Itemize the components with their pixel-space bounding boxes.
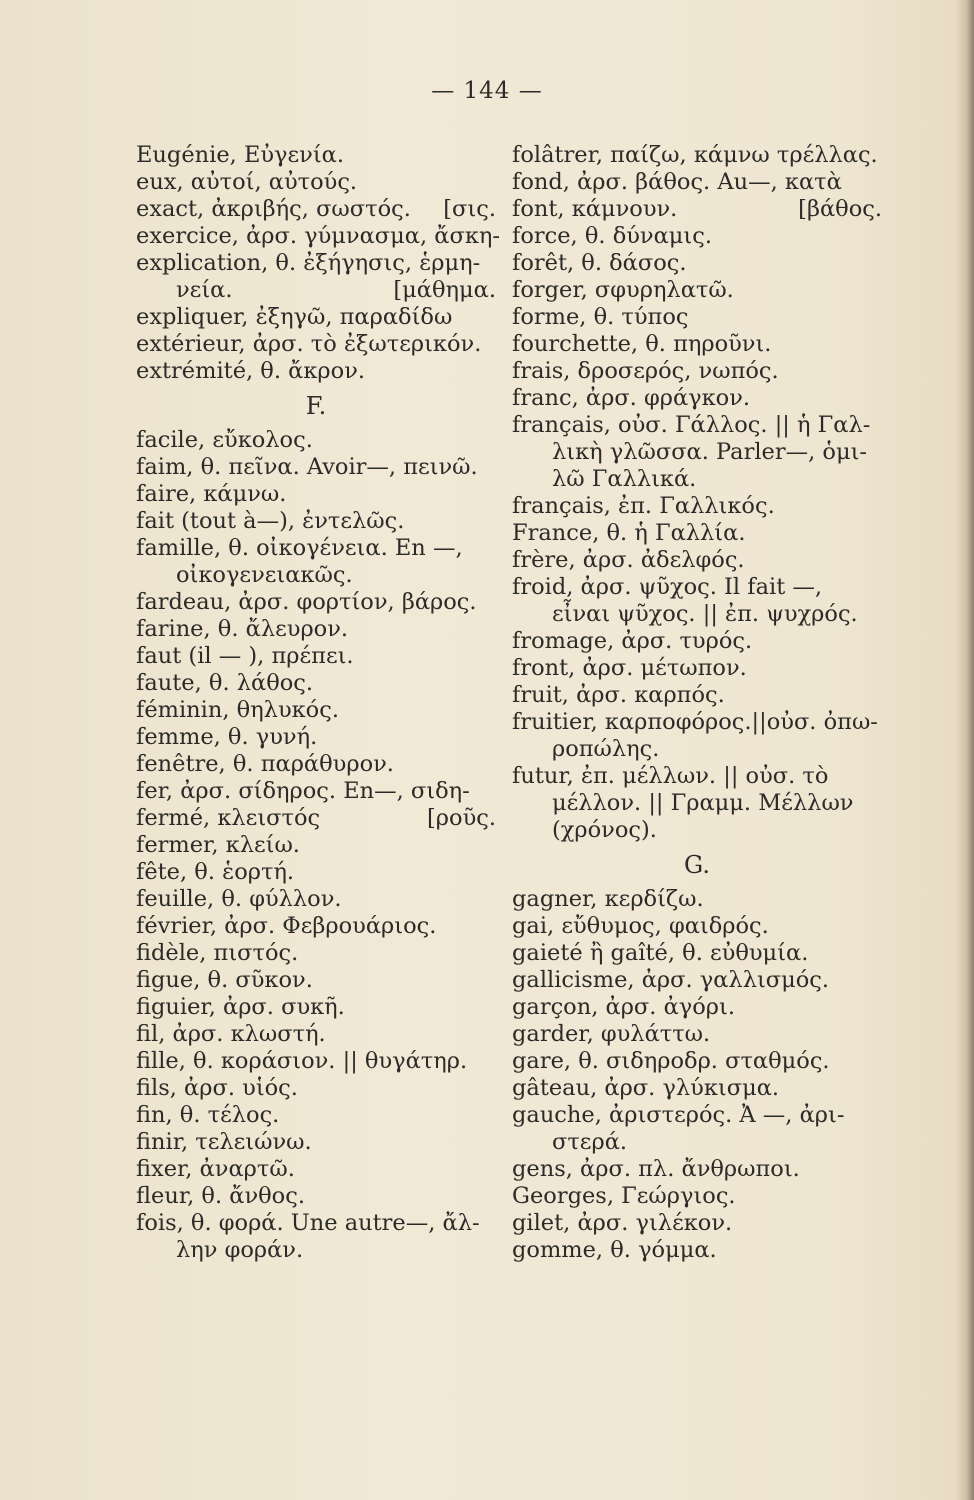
entry-text: font, κάμνουν. — [512, 196, 678, 222]
entry-text: στερά. — [552, 1129, 628, 1155]
entry-text: exact, ἀκριβής, σωστός. — [136, 196, 411, 222]
entry-text: figue, θ. σῦκον. — [136, 967, 313, 993]
dictionary-entry-line — [136, 859, 496, 886]
dictionary-entry-line — [512, 628, 882, 655]
entry-text: G. — [684, 851, 710, 879]
section-letter — [136, 385, 496, 427]
entry-continuation: [σις. — [443, 196, 496, 222]
entry-continuation: [βάθος. — [798, 196, 882, 222]
entry-text: eux, αὐτοί, αὐτούς. — [136, 169, 358, 195]
dictionary-entry-line — [136, 1075, 496, 1102]
entry-text: février, ἀρσ. Φεβρουάριος. — [136, 913, 437, 939]
entry-text: frais, δροσερός, νωπός. — [512, 358, 779, 384]
dictionary-entry-line — [512, 547, 882, 574]
dictionary-entry-line — [512, 385, 882, 412]
dictionary-entry-line — [512, 1021, 882, 1048]
entry-text: forêt, θ. δάσος. — [512, 250, 687, 276]
dictionary-entry-line — [136, 1129, 496, 1156]
entry-text: faire, κάμνω. — [136, 481, 287, 507]
entry-text: fond, ἀρσ. βάθος. Au—, κατὰ — [512, 169, 842, 195]
entry-continuation: [μάθημα. — [393, 277, 496, 303]
dictionary-entry-line — [136, 454, 496, 481]
dictionary-entry-line — [512, 1156, 882, 1183]
dictionary-entry-line — [512, 790, 882, 817]
dictionary-entry-line — [136, 643, 496, 670]
dictionary-entry-line — [512, 466, 882, 493]
entry-text: F. — [305, 392, 327, 420]
right-column — [512, 142, 882, 1264]
entry-text: fardeau, ἀρσ. φορτίον, βάρος. — [136, 589, 477, 615]
dictionary-entry-line — [136, 940, 496, 967]
dictionary-entry-line — [136, 358, 496, 385]
page-number: — 144 — — [431, 78, 543, 104]
dictionary-entry-line — [136, 142, 496, 169]
entry-text: finir, τελειώνω. — [136, 1129, 312, 1155]
entry-text: gomme, θ. γόμμα. — [512, 1237, 717, 1263]
entry-text: garder, φυλάττω. — [512, 1021, 711, 1047]
entry-text: français, οὐσ. Γάλλος. || ἡ Γαλ- — [512, 412, 871, 438]
dictionary-entry-line — [136, 250, 496, 277]
entry-text: gare, θ. σιδηροδρ. σταθμός. — [512, 1048, 830, 1074]
entry-text: femme, θ. γυνή. — [136, 724, 318, 750]
dictionary-entry-line — [136, 832, 496, 859]
dictionary-entry-line — [512, 196, 882, 223]
dictionary-entry-line — [512, 250, 882, 277]
entry-text: expliquer, ἐξηγῶ, παραδίδω — [136, 304, 453, 330]
entry-text: exercice, ἀρσ. γύμνασμα, ἄσκη- — [136, 223, 500, 249]
entry-text: ροπώλης. — [552, 736, 660, 762]
dictionary-entry-line — [136, 1183, 496, 1210]
dictionary-entry-line — [512, 493, 882, 520]
dictionary-entry-line — [136, 724, 496, 751]
dictionary-entry-line — [512, 1210, 882, 1237]
dictionary-entry-line — [512, 1048, 882, 1075]
entry-text: gauche, ἀριστερός. Ἀ —, ἀρι- — [512, 1102, 845, 1128]
entry-text: fil, ἀρσ. κλωστή. — [136, 1021, 326, 1047]
entry-text: fermé, κλειστός — [136, 805, 321, 831]
dictionary-entry-line — [512, 1237, 882, 1264]
entry-text: feuille, θ. φύλλον. — [136, 886, 342, 912]
entry-text: fer, ἀρσ. σίδηρος. En—, σιδη- — [136, 778, 470, 804]
entry-text: facile, εὔκολος. — [136, 427, 313, 453]
entry-text: forger, σφυρηλατῶ. — [512, 277, 734, 303]
dictionary-entry-line — [512, 223, 882, 250]
entry-text: futur, ἐπ. μέλλων. || οὐσ. τὸ — [512, 763, 829, 789]
entry-text: farine, θ. ἄλευρον. — [136, 616, 349, 642]
dictionary-entry-line — [512, 304, 882, 331]
dictionary-entry-line — [136, 1156, 496, 1183]
dictionary-entry-line — [512, 358, 882, 385]
entry-text: λην φοράν. — [176, 1237, 304, 1263]
entry-text: force, θ. δύναμις. — [512, 223, 712, 249]
entry-text: faim, θ. πεῖνα. Avoir—, πεινῶ. — [136, 454, 478, 480]
dictionary-entry-line — [136, 535, 496, 562]
entry-text: Eugénie, Εὐγενία. — [136, 142, 344, 168]
dictionary-entry-line — [512, 682, 882, 709]
dictionary-entry-line — [512, 1129, 882, 1156]
entry-text: μέλλον. || Γραμμ. Μέλλων — [552, 790, 854, 816]
dictionary-entry-line — [512, 913, 882, 940]
dictionary-entry-line — [512, 886, 882, 913]
entry-text: fois, θ. φορά. Une autre—, ἄλ- — [136, 1210, 480, 1236]
dictionary-entry-line — [512, 736, 882, 763]
entry-text: garçon, ἀρσ. ἀγόρι. — [512, 994, 735, 1020]
dictionary-entry-line — [512, 817, 882, 844]
entry-text: extérieur, ἀρσ. τὸ ἐξωτερικόν. — [136, 331, 482, 357]
entry-text: νεία. — [176, 277, 233, 303]
dictionary-entry-line — [512, 331, 882, 358]
entry-text: fête, θ. ἑορτή. — [136, 859, 295, 885]
dictionary-entry-line — [136, 196, 496, 223]
dictionary-entry-line — [512, 994, 882, 1021]
dictionary-entry-line — [136, 670, 496, 697]
dictionary-entry-line — [512, 709, 882, 736]
entry-text: figuier, ἀρσ. συκῆ. — [136, 994, 345, 1020]
dictionary-entry-line — [512, 967, 882, 994]
dictionary-entry-line — [512, 763, 882, 790]
entry-text: gaieté ἢ gaîté, θ. εὐθυμία. — [512, 940, 809, 966]
entry-text: gens, ἀρσ. πλ. ἄνθρωποι. — [512, 1156, 800, 1182]
dictionary-entry-line — [136, 805, 496, 832]
dictionary-entry-line — [136, 223, 500, 250]
entry-text: gâteau, ἀρσ. γλύκισμα. — [512, 1075, 780, 1101]
entry-text: fidèle, πιστός. — [136, 940, 299, 966]
dictionary-entry-line — [136, 751, 496, 778]
entry-continuation: [ροῦς. — [427, 805, 496, 831]
dictionary-entry-line — [512, 169, 882, 196]
dictionary-entry-line — [136, 616, 496, 643]
dictionary-entry-line — [136, 967, 496, 994]
dictionary-entry-line — [136, 508, 496, 535]
entry-text: faut (il — ), πρέπει. — [136, 643, 354, 669]
entry-text: frère, ἀρσ. ἀδελφός. — [512, 547, 745, 573]
dictionary-entry-line — [512, 277, 882, 304]
dictionary-entry-line — [512, 940, 882, 967]
dictionary-entry-line — [512, 439, 882, 466]
entry-text: Georges, Γεώργιος. — [512, 1183, 736, 1209]
dictionary-entry-line — [136, 1237, 496, 1264]
entry-text: folâtrer, παίζω, κάμνω τρέλλας. — [512, 142, 878, 168]
dictionary-entry-line — [512, 412, 882, 439]
entry-text: λῶ Γαλλικά. — [552, 466, 697, 492]
dictionary-entry-line — [136, 1021, 496, 1048]
entry-text: εἶναι ψῦχος. || ἐπ. ψυχρός. — [552, 601, 858, 627]
entry-text: fleur, θ. ἄνθος. — [136, 1183, 305, 1209]
entry-text: famille, θ. οἰκογένεια. En —, — [136, 535, 463, 561]
dictionary-entry-line — [512, 1102, 882, 1129]
entry-text: fils, ἀρσ. υἱός. — [136, 1075, 298, 1101]
dictionary-entry-line — [136, 304, 496, 331]
dictionary-entry-line — [136, 427, 496, 454]
entry-text: froid, ἀρσ. ψῦχος. Il fait —, — [512, 574, 823, 600]
entry-text: fruit, ἀρσ. καρπός. — [512, 682, 725, 708]
entry-text: forme, θ. τύπος — [512, 304, 689, 330]
dictionary-entry-line — [136, 169, 496, 196]
entry-text: fait (tout à—), ἐντελῶς. — [136, 508, 405, 534]
dictionary-entry-line — [512, 520, 882, 547]
entry-text: fourchette, θ. πηροῦνι. — [512, 331, 772, 357]
entry-text: gallicisme, ἀρσ. γαλλισμός. — [512, 967, 830, 993]
entry-text: fin, θ. τέλος. — [136, 1102, 280, 1128]
entry-text: fromage, ἀρσ. τυρός. — [512, 628, 753, 654]
dictionary-entry-line — [512, 574, 882, 601]
entry-text: fermer, κλείω. — [136, 832, 300, 858]
dictionary-entry-line — [512, 601, 882, 628]
dictionary-entry-line — [136, 277, 496, 304]
page-edge-shadow — [956, 0, 974, 1500]
entry-text: (χρόνος). — [552, 817, 657, 843]
dictionary-entry-line — [136, 913, 496, 940]
dictionary-entry-line — [136, 1102, 496, 1129]
section-letter — [512, 844, 882, 886]
dictionary-entry-line — [136, 994, 496, 1021]
dictionary-entry-line — [136, 778, 496, 805]
dictionary-entry-line — [136, 562, 496, 589]
entry-text: féminin, θηλυκός. — [136, 697, 339, 723]
dictionary-entry-line — [136, 589, 496, 616]
left-column — [136, 142, 500, 1264]
entry-text: fruitier, καρποφόρος.||οὐσ. ὀπω- — [512, 709, 878, 735]
entry-text: explication, θ. ἐξήγησις, ἑρμη- — [136, 250, 481, 276]
entry-text: français, ἐπ. Γαλλικός. — [512, 493, 775, 519]
dictionary-entry-line — [136, 697, 496, 724]
entry-text: fille, θ. κοράσιον. || θυγάτηρ. — [136, 1048, 468, 1074]
dictionary-entry-line — [512, 1183, 882, 1210]
entry-text: gilet, ἀρσ. γιλέκον. — [512, 1210, 733, 1236]
entry-text: fixer, ἀναρτῶ. — [136, 1156, 295, 1182]
dictionary-entry-line — [512, 655, 882, 682]
entry-text: οἰκογενειακῶς. — [176, 562, 353, 588]
entry-text: fenêtre, θ. παράθυρον. — [136, 751, 394, 777]
entry-text: franc, ἀρσ. φράγκον. — [512, 385, 751, 411]
dictionary-entry-line — [136, 886, 496, 913]
dictionary-entry-line — [136, 481, 496, 508]
dictionary-entry-line — [512, 1075, 882, 1102]
dictionary-entry-line — [136, 331, 496, 358]
dictionary-entry-line — [136, 1210, 496, 1237]
entry-text: gai, εὔθυμος, φαιδρός. — [512, 913, 769, 939]
dictionary-entry-line — [512, 142, 882, 169]
entry-text: front, ἀρσ. μέτωπον. — [512, 655, 747, 681]
entry-text: faute, θ. λάθος. — [136, 670, 314, 696]
entry-text: France, θ. ἡ Γαλλία. — [512, 520, 746, 546]
entry-text: gagner, κερδίζω. — [512, 886, 704, 912]
entry-text: extrémité, θ. ἄκρον. — [136, 358, 366, 384]
entry-text: λικὴ γλῶσσα. Parler—, ὁμι- — [552, 439, 868, 465]
dictionary-entry-line — [136, 1048, 496, 1075]
